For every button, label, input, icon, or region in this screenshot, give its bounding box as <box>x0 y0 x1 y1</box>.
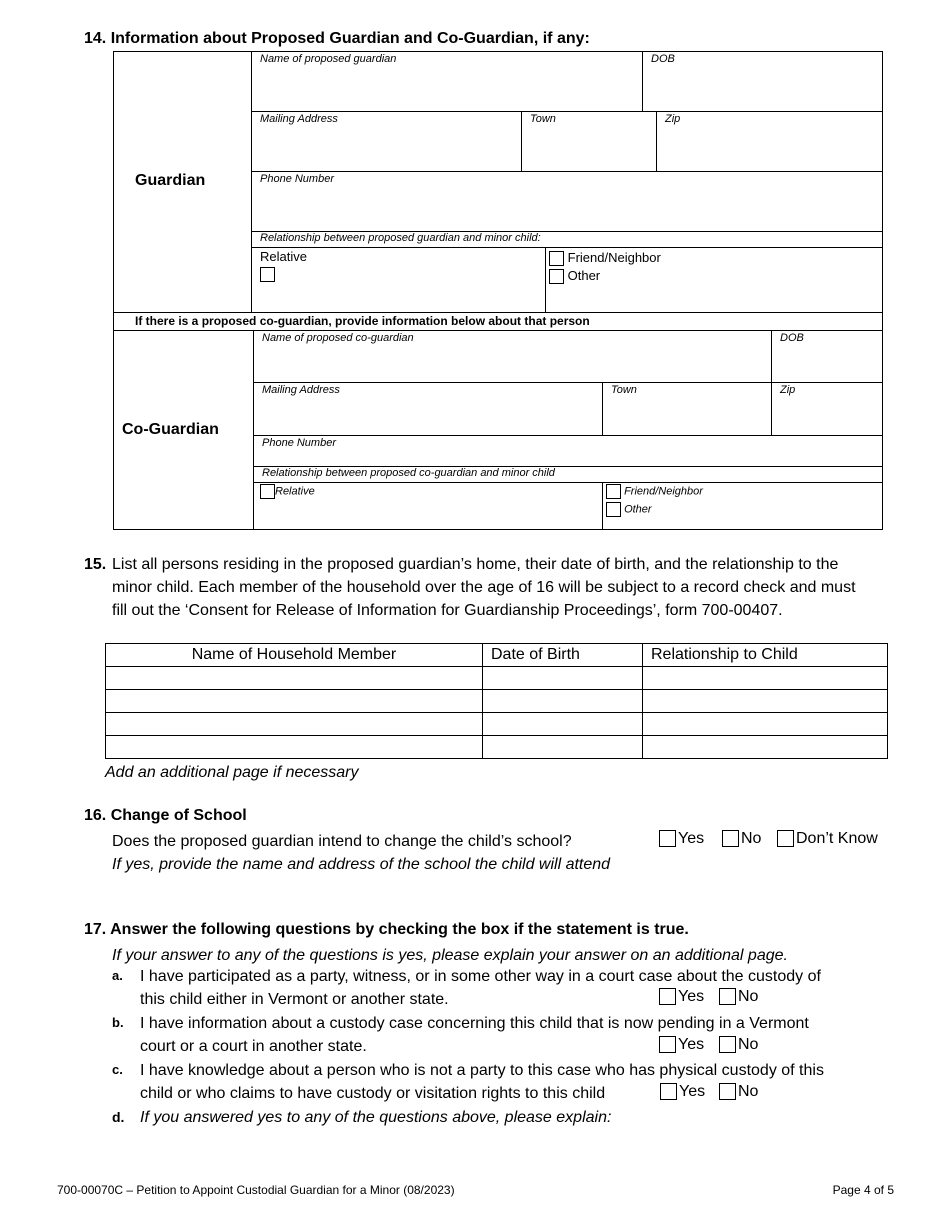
school-instruction: If yes, provide the name and address of the school the child will attend <box>112 856 611 873</box>
item-b-line1: I have information about a custody case concerning this child that is now pending in a Vermont <box>140 1015 809 1032</box>
coguardian-relative-checkbox[interactable] <box>260 484 275 499</box>
item-d-text: If you answered yes to any of the questions above, please explain: <box>140 1109 612 1126</box>
column-header: Name of Household Member <box>106 644 483 667</box>
coguardian-dob-field[interactable]: DOB <box>771 330 883 383</box>
item-b-yes-checkbox[interactable] <box>659 1036 676 1053</box>
footer-form-id: 700-00070C – Petition to Appoint Custodial Guardian for a Minor (08/2023) <box>57 1183 455 1197</box>
item-a-yes-option: Yes <box>659 988 704 1006</box>
household-relationship-cell[interactable] <box>643 736 888 759</box>
section-16-title: 16. Change of School <box>84 807 247 824</box>
additional-page-note: Add an additional page if necessary <box>105 764 359 781</box>
item-b-line2: court or a court in another state. <box>140 1038 367 1055</box>
coguardian-town-field[interactable]: Town <box>602 382 772 436</box>
section-17-instruction: If your answer to any of the questions is yes, please explain your answer on an additional page. <box>112 947 788 964</box>
household-name-cell[interactable] <box>106 736 483 759</box>
school-yes-option: Yes <box>659 830 704 848</box>
guardian-phone-field[interactable]: Phone Number <box>251 171 883 232</box>
section-14-title: 14. Information about Proposed Guardian and Co-Guardian, if any: <box>84 30 590 47</box>
household-relationship-cell[interactable] <box>643 690 888 713</box>
school-no-checkbox[interactable] <box>722 830 739 847</box>
item-a-line1: I have participated as a party, witness, or in some other way in a court case about the custody of <box>140 968 821 985</box>
coguardian-name-field[interactable]: Name of proposed co-guardian <box>253 330 772 383</box>
guardian-town-field[interactable]: Town <box>521 111 657 172</box>
household-name-cell[interactable] <box>106 690 483 713</box>
guardian-zip-field[interactable]: Zip <box>656 111 883 172</box>
item-c-line2: child or who claims to have custody or visitation rights to this child <box>140 1085 606 1102</box>
coguardian-relative-cell: Relative <box>253 482 603 530</box>
table-row <box>106 736 888 759</box>
guardian-dob-field[interactable]: DOB <box>642 51 883 112</box>
household-dob-cell[interactable] <box>483 667 643 690</box>
household-dob-cell[interactable] <box>483 736 643 759</box>
guardian-friend-checkbox[interactable] <box>549 251 564 266</box>
coguardian-address-field[interactable]: Mailing Address <box>253 382 603 436</box>
item-d-letter: d. <box>112 1109 125 1125</box>
school-dont-know-option: Don’t Know <box>777 830 878 848</box>
coguardian-heading: Co-Guardian <box>122 421 219 438</box>
column-header: Date of Birth <box>483 644 643 667</box>
column-header: Relationship to Child <box>643 644 888 667</box>
item-b-letter: b. <box>112 1015 124 1030</box>
guardian-heading: Guardian <box>135 172 206 189</box>
school-yes-checkbox[interactable] <box>659 830 676 847</box>
coguardian-zip-field[interactable]: Zip <box>771 382 883 436</box>
coguardian-intro-row: If there is a proposed co-guardian, provide information below about that person <box>113 312 883 331</box>
household-name-cell[interactable] <box>106 667 483 690</box>
section-15-number: 15. <box>84 556 107 573</box>
item-a-line2: this child either in Vermont or another state. <box>140 991 449 1008</box>
item-c-no-checkbox[interactable] <box>719 1083 736 1100</box>
section-17-title: 17. Answer the following questions by checking the box if the statement is true. <box>84 921 689 938</box>
item-b-no-option: No <box>719 1036 758 1054</box>
section-15-text: List all persons residing in the proposed guardian’s home, their date of birth, and the relationship to the minor child. Each member of the household over the age of 16 will be subject to a record check and must fill out the ‘Consent for Release of Information for Guardianship Proceedings’, form 700-00407. <box>112 556 856 619</box>
table-row <box>106 713 888 736</box>
item-a-letter: a. <box>112 968 123 983</box>
guardian-other-cell: Friend/Neighbor Other <box>545 247 883 313</box>
item-a-yes-checkbox[interactable] <box>659 988 676 1005</box>
guardian-relative-checkbox[interactable] <box>260 267 275 282</box>
item-c-yes-option: Yes <box>660 1083 705 1101</box>
school-no-option: No <box>722 830 761 848</box>
item-c-yes-checkbox[interactable] <box>660 1083 677 1100</box>
coguardian-phone-field[interactable]: Phone Number <box>253 435 883 467</box>
household-relationship-cell[interactable] <box>643 667 888 690</box>
item-b-no-checkbox[interactable] <box>719 1036 736 1053</box>
guardian-other-checkbox[interactable] <box>549 269 564 284</box>
table-row <box>106 690 888 713</box>
item-a-no-option: No <box>719 988 758 1006</box>
table-row <box>106 667 888 690</box>
school-change-question: Does the proposed guardian intend to change the child’s school? <box>112 833 572 850</box>
coguardian-other-checkbox[interactable] <box>606 502 621 517</box>
item-c-letter: c. <box>112 1062 123 1077</box>
household-table <box>105 643 888 759</box>
guardian-address-field[interactable]: Mailing Address <box>251 111 522 172</box>
guardian-relative-cell: Relative <box>251 247 546 313</box>
household-relationship-cell[interactable] <box>643 713 888 736</box>
item-c-line1: I have knowledge about a person who is not a party to this case who has physical custody of this <box>140 1062 824 1079</box>
coguardian-relationship-label-row: Relationship between proposed co-guardian and minor child <box>253 466 883 483</box>
footer-page-number: Page 4 of 5 <box>832 1183 894 1197</box>
item-c-no-option: No <box>719 1083 758 1101</box>
item-b-yes-option: Yes <box>659 1036 704 1054</box>
school-dont-know-checkbox[interactable] <box>777 830 794 847</box>
guardian-name-field[interactable]: Name of proposed guardian <box>251 51 643 112</box>
household-dob-cell[interactable] <box>483 690 643 713</box>
guardian-relationship-label-row: Relationship between proposed guardian and minor child: <box>251 231 883 248</box>
coguardian-friend-checkbox[interactable] <box>606 484 621 499</box>
coguardian-other-cell: Friend/Neighbor Other <box>602 482 883 530</box>
household-dob-cell[interactable] <box>483 713 643 736</box>
item-a-no-checkbox[interactable] <box>719 988 736 1005</box>
household-name-cell[interactable] <box>106 713 483 736</box>
